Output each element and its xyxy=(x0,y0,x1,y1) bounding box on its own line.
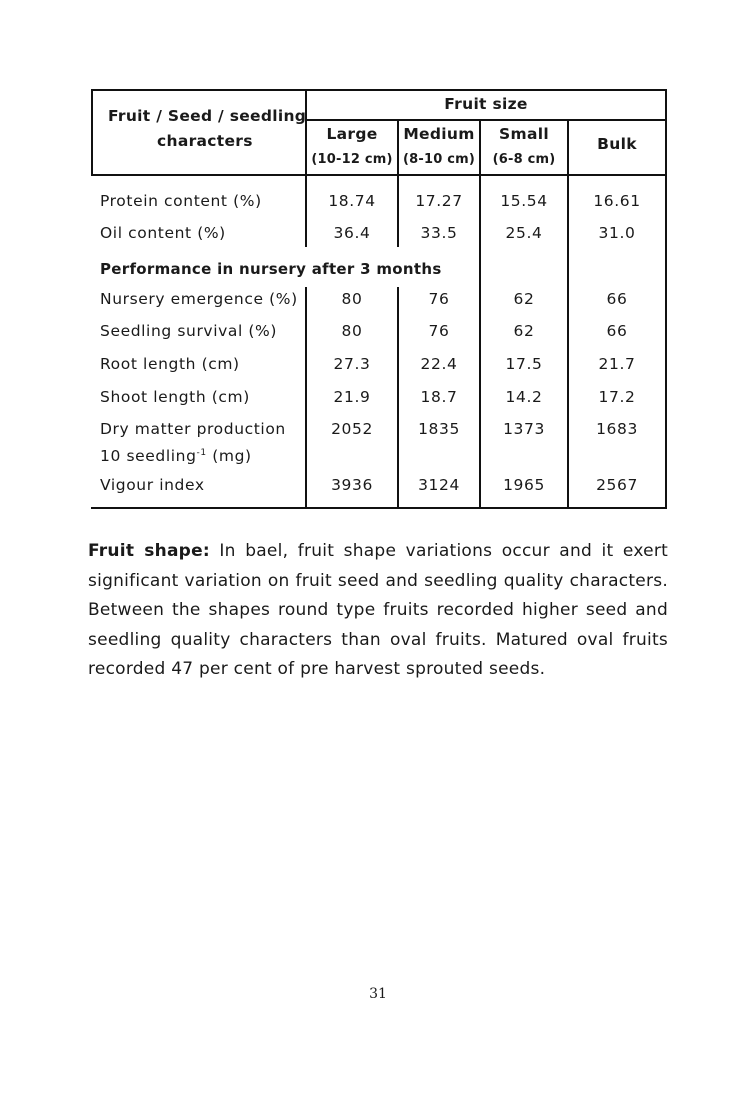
fruit-size-table xyxy=(91,89,667,509)
paragraph-line-3: Between the shapes round type fruits recorded higher seed and xyxy=(88,600,668,620)
row-label-protein: Protein content (%) xyxy=(100,192,262,210)
section-title-nursery: Performance in nursery after 3 months xyxy=(100,260,442,278)
paragraph-line-4: seedling quality characters than oval fruits. Matured oval fruits xyxy=(88,629,668,650)
row-label-emergence: Nursery emergence (%) xyxy=(100,290,298,308)
group-header-rule xyxy=(305,119,667,121)
cell-survival-bulk: 66 xyxy=(606,322,628,340)
col-divider-3 xyxy=(567,119,569,509)
col-range-large: (10-12 cm) xyxy=(311,152,393,167)
cell-protein-bulk: 16.61 xyxy=(593,192,641,210)
col-header-medium: Medium xyxy=(403,125,475,143)
col-header-small: Small xyxy=(499,125,549,143)
row-label-dry-matter-line1: Dry matter production xyxy=(100,420,286,438)
cell-shoot-small: 14.2 xyxy=(505,388,543,406)
dry-matter-unit-suffix: (mg) xyxy=(206,447,252,465)
cell-survival-medium: 76 xyxy=(428,322,450,340)
cell-root-small: 17.5 xyxy=(505,355,543,373)
cell-survival-small: 62 xyxy=(513,322,535,340)
cell-root-medium: 22.4 xyxy=(420,355,458,373)
cell-protein-large: 18.74 xyxy=(328,192,376,210)
table-bottom-rule xyxy=(91,507,667,509)
cell-oil-medium: 33.5 xyxy=(420,224,458,242)
cell-vigour-medium: 3124 xyxy=(418,476,460,494)
row-label-header-line1: Fruit / Seed / seedling xyxy=(108,107,307,125)
row-label-oil: Oil content (%) xyxy=(100,224,226,242)
cell-emergence-large: 80 xyxy=(341,290,363,308)
cell-vigour-small: 1965 xyxy=(503,476,545,494)
cell-oil-small: 25.4 xyxy=(505,224,543,242)
cell-shoot-bulk: 17.2 xyxy=(598,388,636,406)
dry-matter-exponent: -1 xyxy=(196,448,207,458)
col-divider-2 xyxy=(479,119,481,509)
cell-emergence-bulk: 66 xyxy=(606,290,628,308)
dry-matter-unit-text: 10 seedling xyxy=(100,447,197,465)
cell-oil-large: 36.4 xyxy=(333,224,371,242)
left-border-header xyxy=(91,89,93,176)
col-header-large: Large xyxy=(326,125,378,143)
row-label-header-line2: characters xyxy=(157,132,253,150)
header-bottom-rule xyxy=(91,174,667,176)
col-range-medium: (8-10 cm) xyxy=(403,152,475,167)
paragraph-line-5: recorded 47 per cent of pre harvest sprouted seeds. xyxy=(88,659,546,679)
row-label-dry-matter-line2 xyxy=(100,444,252,465)
cell-dry-matter-small: 1373 xyxy=(503,420,545,438)
row-label-shoot-length: Shoot length (cm) xyxy=(100,388,250,406)
fruit-size-group-header: Fruit size xyxy=(444,95,528,113)
cell-protein-medium: 17.27 xyxy=(415,192,463,210)
cell-protein-small: 15.54 xyxy=(500,192,548,210)
cell-survival-large: 80 xyxy=(341,322,363,340)
row-label-vigour: Vigour index xyxy=(100,476,205,494)
row-label-root-length: Root length (cm) xyxy=(100,355,240,373)
col-header-bulk: Bulk xyxy=(597,135,637,153)
paragraph-line-1-text: In bael, fruit shape variations occur and it exert xyxy=(209,541,668,561)
table-top-rule xyxy=(91,89,667,91)
cell-shoot-large: 21.9 xyxy=(333,388,371,406)
cell-oil-bulk: 31.0 xyxy=(598,224,636,242)
paragraph-lead: Fruit shape: xyxy=(88,541,210,561)
cell-emergence-medium: 76 xyxy=(428,290,450,308)
cell-vigour-large: 3936 xyxy=(331,476,373,494)
cell-root-bulk: 21.7 xyxy=(598,355,636,373)
paragraph-line-2: significant variation on fruit seed and seedling quality characters. xyxy=(88,570,668,591)
paragraph-line-1 xyxy=(88,537,668,567)
cell-shoot-medium: 18.7 xyxy=(420,388,458,406)
right-border xyxy=(665,89,667,509)
cell-emergence-small: 62 xyxy=(513,290,535,308)
cell-dry-matter-medium: 1835 xyxy=(418,420,460,438)
cell-root-large: 27.3 xyxy=(333,355,371,373)
col-range-small: (6-8 cm) xyxy=(492,152,556,167)
cell-dry-matter-large: 2052 xyxy=(331,420,373,438)
cell-vigour-bulk: 2567 xyxy=(596,476,638,494)
cell-dry-matter-bulk: 1683 xyxy=(596,420,638,438)
fruit-shape-paragraph xyxy=(88,537,668,685)
row-label-survival: Seedling survival (%) xyxy=(100,322,278,340)
page-number: 31 xyxy=(369,986,387,1002)
